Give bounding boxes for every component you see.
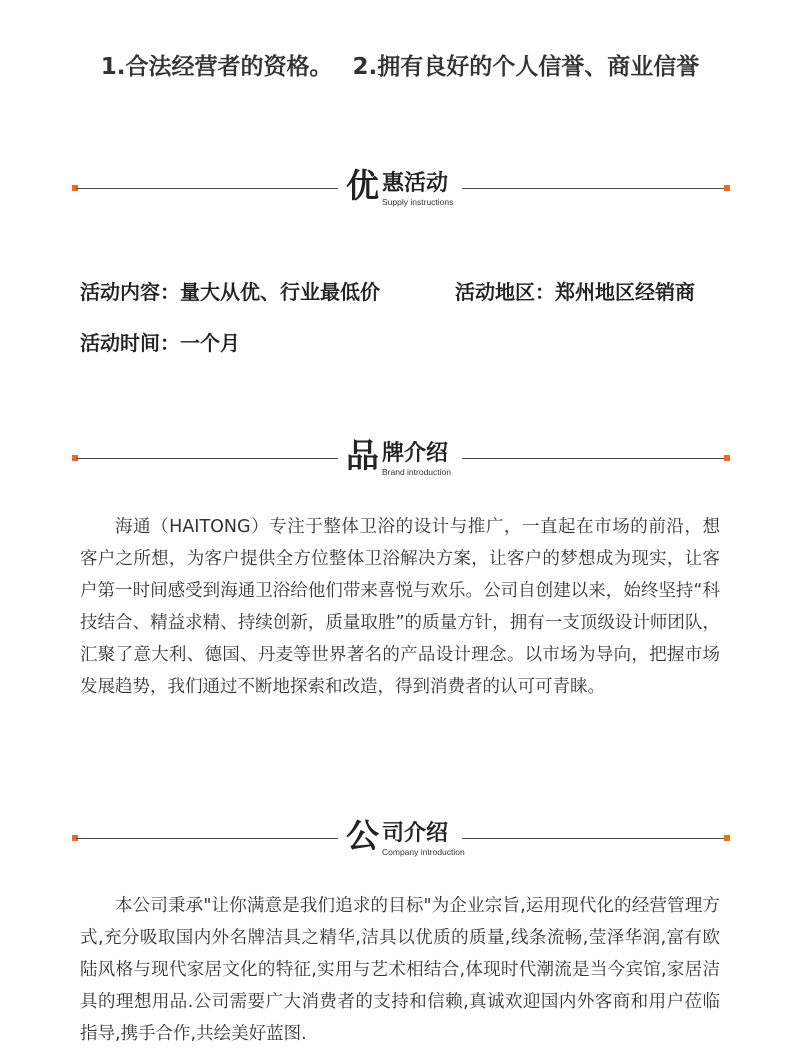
- promo-section-header: [72, 164, 730, 214]
- header-rule-right: [462, 838, 724, 839]
- qualification-line: [0, 48, 800, 81]
- promo-content: 活动内容：量大从优、行业最低价: [80, 280, 380, 304]
- header-rule-left: [76, 838, 338, 839]
- brand-title-first-char: 品: [346, 436, 379, 475]
- promo-area: 活动地区：郑州地区经销商: [455, 280, 695, 304]
- promo-time: 活动时间：一个月: [80, 331, 240, 355]
- company-title-rest: 司介绍: [382, 821, 449, 846]
- promo-title-rest: 惠活动: [382, 171, 449, 196]
- header-rule-right: [462, 188, 724, 189]
- header-dot-right: [724, 455, 730, 461]
- promo-title: [342, 164, 462, 214]
- company-section-header: [72, 814, 730, 864]
- company-subtitle: Company introduction: [382, 847, 465, 857]
- header-rule-left: [76, 188, 338, 189]
- qualification-item-1: 1.合法经营者的资格。: [100, 54, 333, 80]
- header-rule-right: [462, 458, 724, 459]
- brand-title-rest: 牌介绍: [382, 441, 449, 466]
- header-rule-left: [76, 458, 338, 459]
- qualification-item-2: 2.拥有良好的个人信誉、商业信誉: [352, 54, 700, 80]
- brand-subtitle: Brand introduction: [382, 467, 451, 477]
- promo-subtitle: Supply instructions: [382, 197, 454, 207]
- company-title: [342, 814, 465, 864]
- brand-title: [342, 434, 462, 484]
- company-title-first-char: 公: [346, 816, 379, 855]
- header-dot-right: [724, 185, 730, 191]
- brand-section-header: [72, 434, 730, 484]
- brand-intro-paragraph: 海通（HAITONG）专注于整体卫浴的设计与推广，一直起在市场的前沿，想客户之所想，为客户提供全方位整体卫浴解决方案，让客户的梦想成为现实，让客户第一时间感受到海通卫浴给他们带来喜悦与欢乐。公司自创建以来，始终坚持“科技结合、精益求精、持续创新，质量取胜”的质量方针，拥有一支顶级设计师团队，汇聚了意大利、德国、丹麦等世界著名的产品设计理念。以市场为导向，把握市场发展趋势，我们通过不断地探索和改造，得到消费者的认可可青睐。: [80, 517, 720, 697]
- company-intro-paragraph: 本公司秉承"让你满意是我们追求的目标"为企业宗旨,运用现代化的经营管理方式,充分吸取国内外名牌洁具之精华,洁具以优质的质量,线条流畅,莹泽华润,富有欧陆风格与现代家居文化的特征,实用与艺术相结合,体现时代潮流是当今宾馆,家居洁具的理想用品.公司需要广大消费者的支持和信赖,真诚欢迎国内外客商和用户莅临指导,携手合作,共绘美好蓝图.: [80, 896, 720, 1044]
- promo-title-first-char: 优: [346, 166, 379, 205]
- header-dot-right: [724, 835, 730, 841]
